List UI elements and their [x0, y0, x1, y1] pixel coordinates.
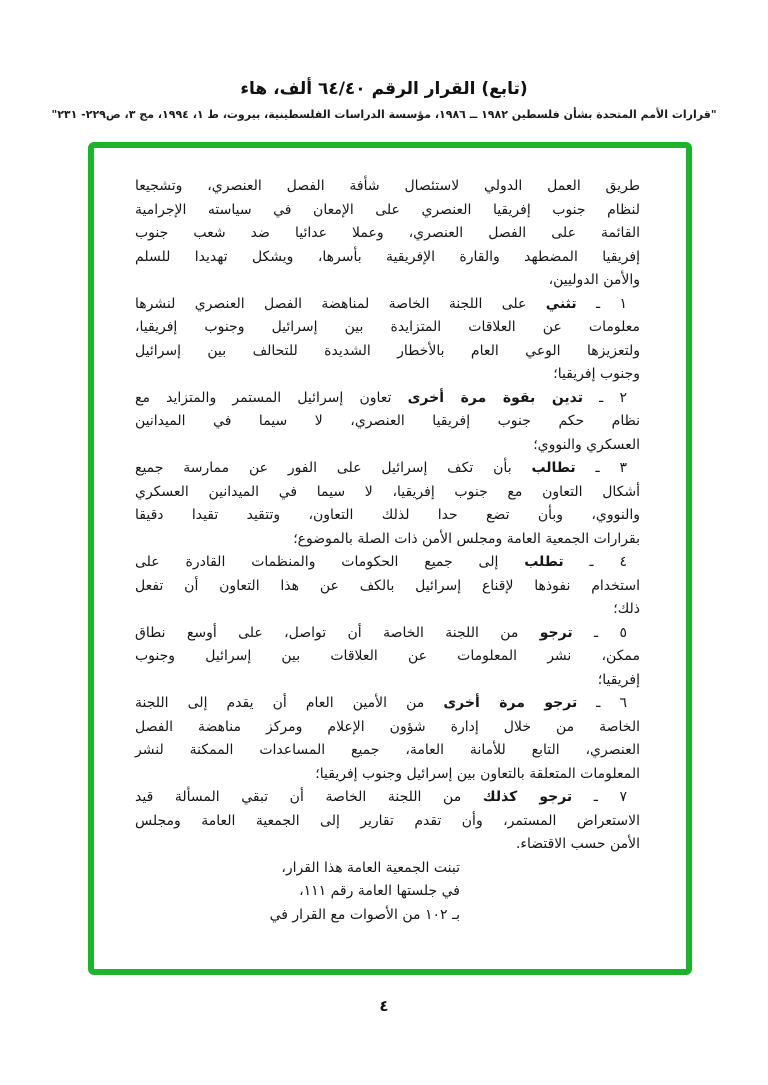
- text-line: العنصري، التابع للأمانة العامة، جميع المساعدات الممكنة لنشر: [135, 742, 640, 758]
- paragraph: [135, 692, 640, 786]
- text-line: الخاصة من خلال إدارة شؤون الإعلام ومركز مناهضة الفصل: [135, 718, 640, 735]
- text-line: طريق العمل الدولي لاستئصال شأفة الفصل العنصري، وتشجيعا: [135, 178, 640, 194]
- text-line: ٤ ـ تطلب إلى جميع الحكومات والمنظمات القادرة على: [135, 554, 627, 570]
- text-line: معلومات عن العلاقات المتزايدة بين إسرائيل وجنوب إفريقيا،: [135, 319, 640, 335]
- resolution-text-frame: [88, 142, 692, 975]
- text-line: ولتعزيزها الوعي العام بالأخطار الشديدة للتحالف بين إسرائيل: [135, 342, 640, 359]
- text-line: استخدام نفوذها لإقناع إسرائيل بالكف عن هذا التعاون أن تفعل: [135, 577, 640, 594]
- text-line: وجنوب إفريقيا؛: [553, 366, 640, 382]
- paragraph: [135, 175, 640, 293]
- text-line: نظام حكم جنوب إفريقيا العنصري، لا سيما في الميدانين: [135, 413, 640, 429]
- text-line: ٥ ـ ترجو من اللجنة الخاصة أن تواصل، على أوسع نطاق: [135, 624, 627, 641]
- page-subtitle: "قرارات الأمم المتحدة بشأن فلسطين ١٩٨٢ ــ ١٩٨٦، مؤسسة الدراسات الفلسطينية، بيروت، ط ١، ١٩٩٤، مج ٣، ص٢٢٩- ٢٣١": [51, 108, 717, 121]
- paragraph: [135, 387, 640, 458]
- paragraph: [135, 622, 640, 693]
- page-title: (تابع) القرار الرقم ٦٤/٤٠ ألف، هاء: [240, 79, 528, 99]
- text-line: ٧ ـ ترجو كذلك من اللجنة الخاصة أن تبقي المسألة قيد: [135, 789, 627, 805]
- page-number: ٤: [379, 997, 389, 1015]
- text-line: العسكري والنووي؛: [533, 436, 640, 453]
- resolution-body: [94, 148, 686, 969]
- paragraph: [135, 786, 640, 857]
- text-line: ممكن، نشر المعلومات عن العلاقات بين إسرائيل وجنوب: [135, 648, 640, 664]
- text-line: لنظام جنوب إفريقيا العنصري على الإمعان في سياسته الإجرامية: [135, 201, 640, 218]
- text-line: بقرارات الجمعية العامة ومجلس الأمن ذات الصلة بالموضوع؛: [293, 530, 640, 547]
- text-line: ذلك؛: [613, 601, 640, 617]
- paragraph: [135, 551, 640, 622]
- text-line: القائمة على الفصل العنصري، وعملا عدائيا ضد شعب جنوب: [135, 225, 640, 241]
- text-line: إفريقيا؛: [597, 671, 640, 688]
- text-line: ٣ ـ تطالب بأن تكف إسرائيل على الفور عن ممارسة جميع: [135, 460, 627, 476]
- paragraph: [135, 457, 640, 551]
- text-line: والنووي، وبأن تضع حدا لذلك التعاون، وتتقيد تقيدا دقيقا: [135, 507, 640, 523]
- text-line: ٢ ـ تدين بقوة مرة أخرى تعاون إسرائيل المستمر والمتزايد مع: [135, 389, 627, 406]
- text-line: ٦ ـ ترجو مرة أخرى من الأمين العام أن يقدم إلى اللجنة: [135, 695, 627, 711]
- paragraph: [135, 293, 640, 387]
- text-line: بـ ١٠٢ من الأصوات مع القرار في: [269, 906, 460, 923]
- text-line: إفريقيا المضطهد والقارة الإفريقية بأسرها، ويشكل تهديدا للسلم: [135, 248, 640, 265]
- paragraph: [135, 857, 640, 928]
- text-line: ١ ـ تثني على اللجنة الخاصة لمناهضة الفصل العنصري لنشرها: [135, 295, 627, 312]
- text-line: والأمن الدوليين،: [548, 272, 640, 288]
- text-line: تبنت الجمعية العامة هذا القرار،: [281, 859, 460, 876]
- text-line: المعلومات المتعلقة بالتعاون بين إسرائيل وجنوب إفريقيا؛: [315, 765, 640, 782]
- text-line: الأمن حسب الاقتضاء.: [515, 836, 640, 852]
- text-line: أشكال التعاون مع جنوب إفريقيا، لا سيما في الميدانين العسكري: [135, 483, 640, 500]
- text-line: الاستعراض المستمر، وأن تقدم تقارير إلى الجمعية العامة ومجلس: [135, 812, 640, 829]
- text-line: في جلستها العامة رقم ١١١،: [299, 883, 460, 899]
